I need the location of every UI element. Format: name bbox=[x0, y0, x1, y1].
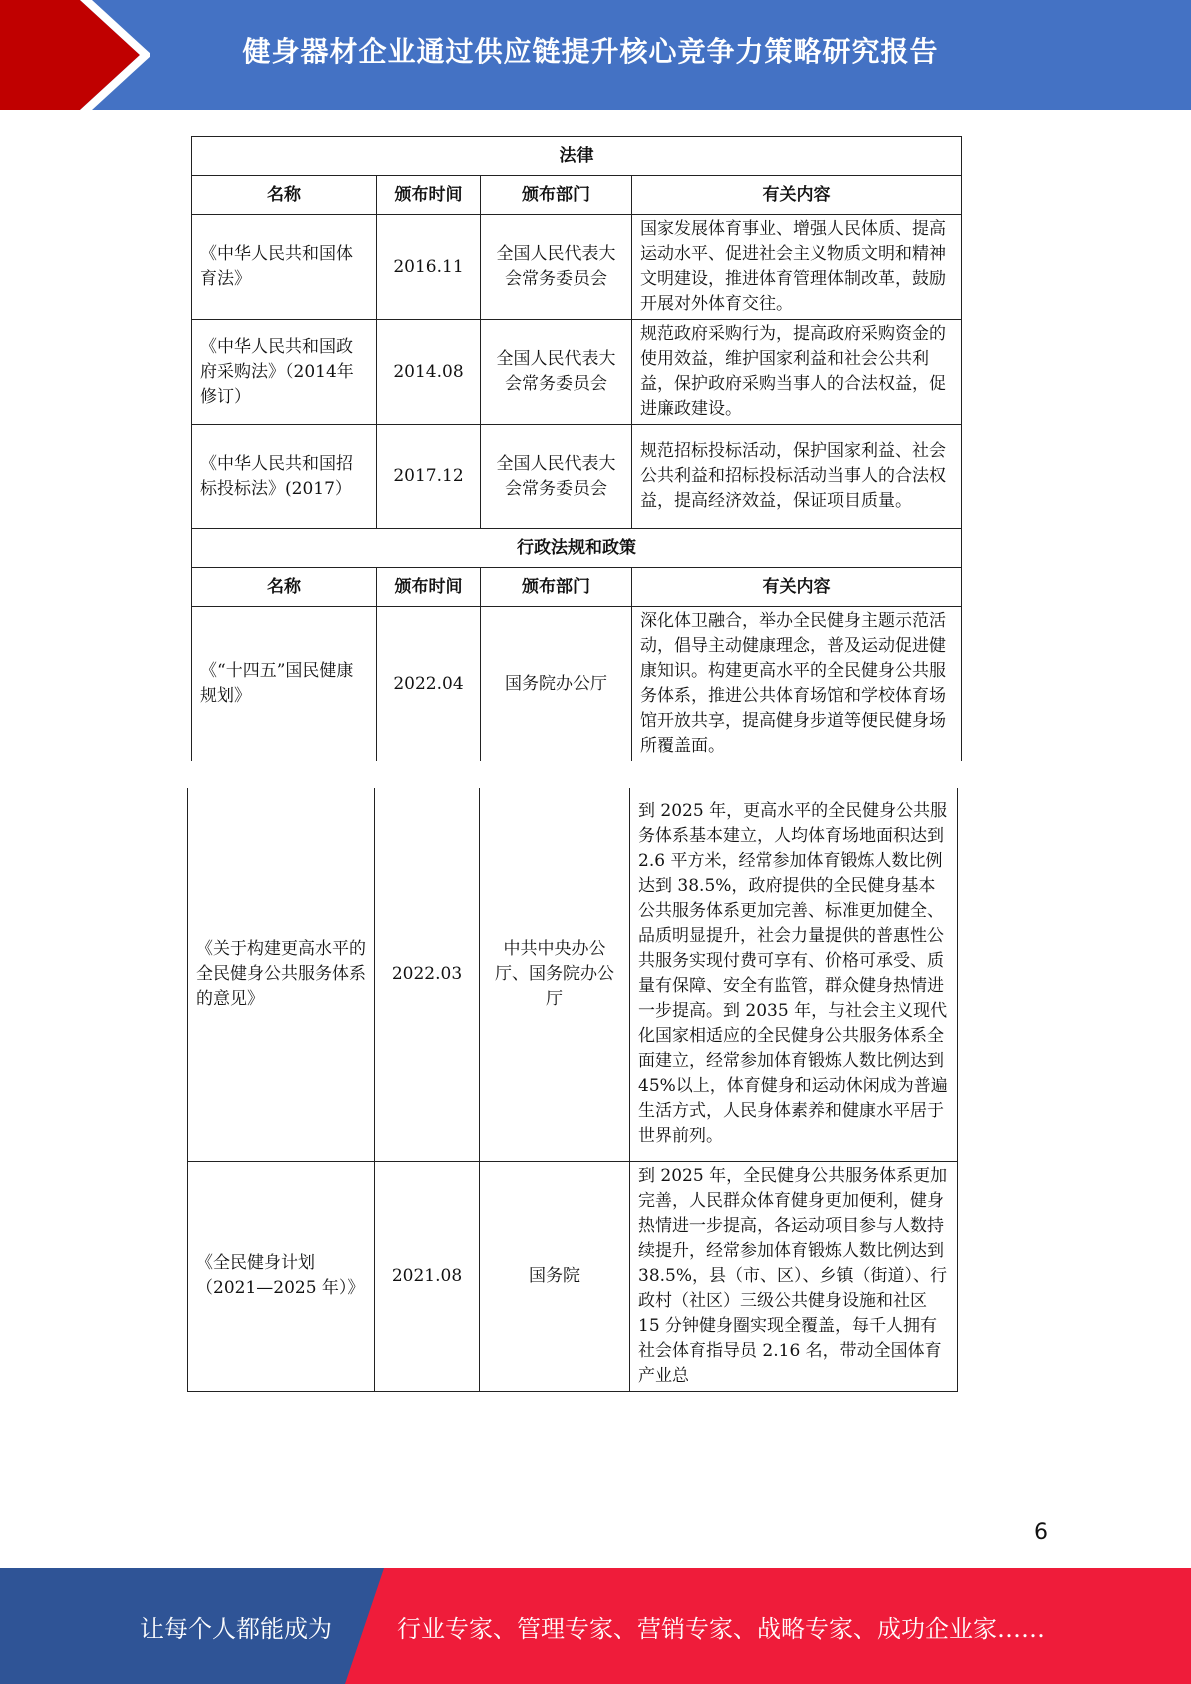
law-name: 《中华人民共和国体育法》 bbox=[192, 215, 377, 320]
column-header-name: 名称 bbox=[192, 176, 377, 215]
table-row bbox=[192, 320, 962, 425]
law-content: 规范招标投标活动，保护国家利益、社会公共利益和招标投标活动当事人的合法权益，提高经济效益，保证项目质量。 bbox=[632, 425, 962, 529]
table-row bbox=[192, 215, 962, 320]
policy-date: 2021.08 bbox=[375, 1161, 480, 1391]
table-row bbox=[188, 788, 958, 1161]
policy-dept: 中共中央办公厅、国务院办公厅 bbox=[480, 788, 630, 1161]
column-header-date: 颁布时间 bbox=[377, 176, 481, 215]
column-header-date: 颁布时间 bbox=[377, 568, 481, 607]
law-date: 2014.08 bbox=[377, 320, 481, 425]
law-content: 规范政府采购行为，提高政府采购资金的使用效益，维护国家利益和社会公共利益，保护政府采购当事人的合法权益，促进廉政建设。 bbox=[632, 320, 962, 425]
law-name: 《中华人民共和国政府采购法》（2014年修订） bbox=[192, 320, 377, 425]
law-name: 《中华人民共和国招标投标法》(2017） bbox=[192, 425, 377, 529]
column-header-dept: 颁布部门 bbox=[481, 176, 632, 215]
law-date: 2017.12 bbox=[377, 425, 481, 529]
report-title: 健身器材企业通过供应链提升核心竞争力策略研究报告 bbox=[242, 35, 939, 68]
law-dept: 全国人民代表大会常务委员会 bbox=[481, 215, 632, 320]
policy-dept: 国务院 bbox=[480, 1161, 630, 1391]
policy-date: 2022.04 bbox=[377, 607, 481, 762]
law-dept: 全国人民代表大会常务委员会 bbox=[481, 320, 632, 425]
section-heading-law: 法律 bbox=[192, 137, 962, 176]
policy-name: 《“十四五”国民健康规划》 bbox=[192, 607, 377, 762]
table-row bbox=[192, 425, 962, 529]
policy-content: 到 2025 年，更高水平的全民健身公共服务体系基本建立，人均体育场地面积达到 2.6 平方米，经常参加体育锻炼人数比例达到 38.5%，政府提供的全民健身基本公共服务体系更加完善、标准更加健全、品质明显提升，社会力量提供的普惠性公共服务实现付费可享有、价格可承受、质量有保障、安全有监管，群众健身热情进一步提高。到 2035 年，与社会主义现代化国家相适应的全民健身公共服务体系全面建立，经常参加体育锻炼人数比例达到 45%以上，体育健身和运动休闲成为普遍生活方式，人民身体素养和健康水平居于世界前列。 bbox=[630, 788, 958, 1161]
law-date: 2016.11 bbox=[377, 215, 481, 320]
policy-dept: 国务院办公厅 bbox=[481, 607, 632, 762]
header-arrow-decoration bbox=[0, 0, 150, 110]
law-dept: 全国人民代表大会常务委员会 bbox=[481, 425, 632, 529]
policy-name: 《全民健身计划（2021—2025 年）》 bbox=[188, 1161, 375, 1391]
table-row bbox=[192, 607, 962, 762]
page-number: 6 bbox=[1034, 1520, 1048, 1545]
page-footer bbox=[0, 1568, 1191, 1684]
page-header bbox=[0, 0, 1191, 110]
column-header-name: 名称 bbox=[192, 568, 377, 607]
table-row bbox=[188, 1161, 958, 1391]
footer-slogan-left: 让每个人都能成为 bbox=[140, 1614, 332, 1643]
policy-content: 深化体卫融合，举办全民健身主题示范活动，倡导主动健康理念，普及运动促进健康知识。构建更高水平的全民健身公共服务体系，推进公共体育场馆和学校体育场馆开放共享，提高健身步道等便民健身场所覆盖面。 bbox=[632, 607, 962, 762]
column-header-content: 有关内容 bbox=[632, 176, 962, 215]
footer-slogan-right: 行业专家、管理专家、营销专家、战略专家、成功企业家…… bbox=[397, 1614, 1045, 1643]
policy-table-part-1 bbox=[191, 136, 962, 761]
column-header-dept: 颁布部门 bbox=[481, 568, 632, 607]
policy-date: 2022.03 bbox=[375, 788, 480, 1161]
section-heading-admin: 行政法规和政策 bbox=[192, 529, 962, 568]
policy-name: 《关于构建更高水平的全民健身公共服务体系的意见》 bbox=[188, 788, 375, 1161]
policy-table-part-2 bbox=[187, 788, 958, 1392]
law-content: 国家发展体育事业、增强人民体质、提高运动水平、促进社会主义物质文明和精神文明建设，推进体育管理体制改革，鼓励开展对外体育交往。 bbox=[632, 215, 962, 320]
policy-content: 到 2025 年，全民健身公共服务体系更加完善，人民群众体育健身更加便利，健身热情进一步提高，各运动项目参与人数持续提升，经常参加体育锻炼人数比例达到 38.5%，县（市、区）、乡镇（街道）、行政村（社区）三级公共健身设施和社区 15 分钟健身圈实现全覆盖，每千人拥有社会体育指导员 2.16 名，带动全国体育产业总 bbox=[630, 1161, 958, 1391]
column-header-content: 有关内容 bbox=[632, 568, 962, 607]
